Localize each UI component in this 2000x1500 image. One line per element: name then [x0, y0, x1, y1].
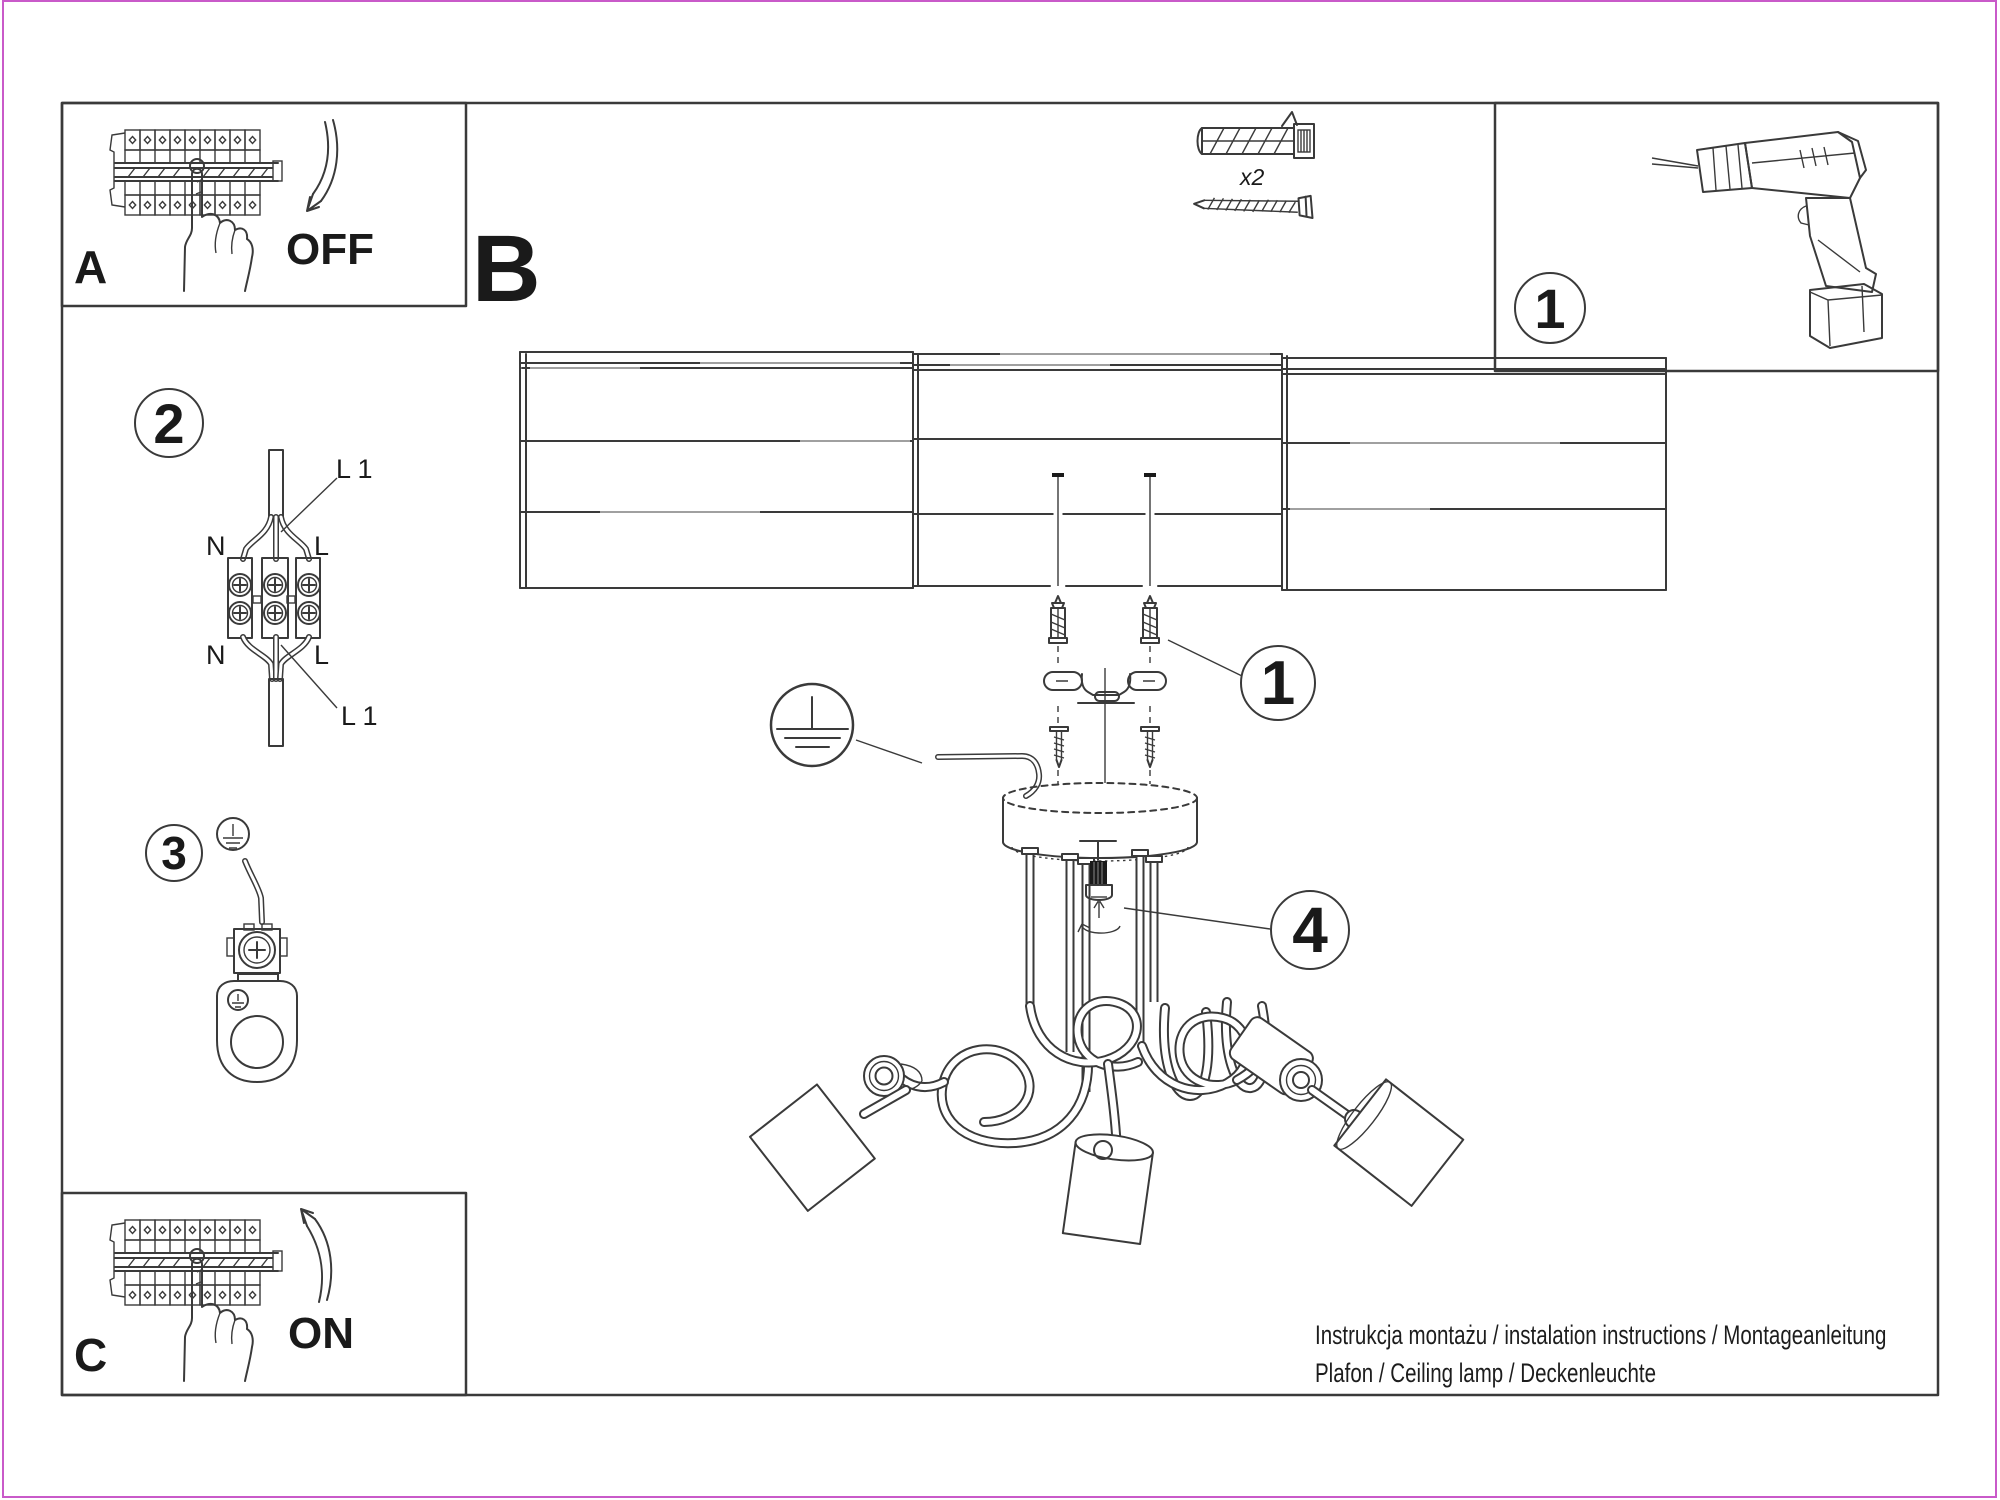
cord-grip-callout-badge: 4 — [1270, 890, 1350, 970]
wire-l-top-label: L — [314, 531, 330, 561]
mounting-screw-icon — [1194, 190, 1314, 218]
step-2-badge: 2 — [134, 388, 204, 458]
footer-title-line2: Plafon / Ceiling lamp / Deckenleuchte — [1315, 1358, 1657, 1388]
ceiling-boards-drawing — [520, 352, 1666, 590]
wire-l1-bottom-label: L 1 — [341, 701, 378, 731]
cord-grip-callout-leader-line — [1124, 908, 1270, 929]
bracket-callout-leader-line — [1168, 640, 1242, 676]
tools-step-badge: 1 — [1514, 272, 1586, 344]
bracket-callout-badge: 1 — [1240, 645, 1316, 721]
lamp-body-drawing — [750, 1001, 1463, 1244]
drill-icon — [1652, 132, 1882, 348]
cord-grip-part-drawing — [1078, 841, 1270, 933]
on-arrow-icon — [301, 1209, 331, 1302]
footer-title-line1: Instrukcja montażu / instalation instructions / Montageanleitung — [1315, 1320, 1887, 1350]
fixing-hardware-drawing — [1044, 596, 1242, 784]
panel-a-label: A — [74, 241, 108, 293]
wire-n-top-label: N — [206, 531, 226, 561]
wire-n-bottom-label: N — [206, 640, 226, 670]
wall-plug-icon — [1198, 112, 1315, 158]
section-b-label: B — [472, 216, 541, 322]
off-label: OFF — [286, 225, 374, 274]
anchor-right-icon — [1141, 596, 1159, 643]
step-3-badge: 3 — [145, 824, 203, 882]
lamp-shade-left-drawing — [750, 1084, 875, 1210]
ground-clamp-drawing — [217, 818, 297, 1082]
l1-top-leader-line — [281, 478, 337, 532]
panel-c-label: C — [74, 1329, 108, 1381]
earth-symbol-small-icon — [217, 818, 249, 850]
anchor-left-icon — [1049, 596, 1067, 643]
lamp-shade-bottom-drawing — [1063, 1130, 1155, 1244]
on-label: ON — [288, 1309, 354, 1358]
terminal-block-drawing — [228, 450, 337, 746]
wire-l-bottom-label: L — [314, 640, 330, 670]
screw-left-icon — [1050, 727, 1068, 767]
earth-leader-line — [856, 740, 922, 763]
earth-symbol-icon — [771, 684, 853, 766]
drawing-frame — [62, 103, 1938, 1395]
off-arrow-icon — [307, 120, 337, 211]
wire-l1-top-label: L 1 — [336, 454, 373, 484]
screw-right-icon — [1141, 727, 1159, 767]
screw-quantity-label: x2 — [1240, 164, 1265, 190]
lamp-shade-right-drawing — [1330, 1076, 1464, 1206]
terminal-screw-icon — [229, 574, 320, 624]
